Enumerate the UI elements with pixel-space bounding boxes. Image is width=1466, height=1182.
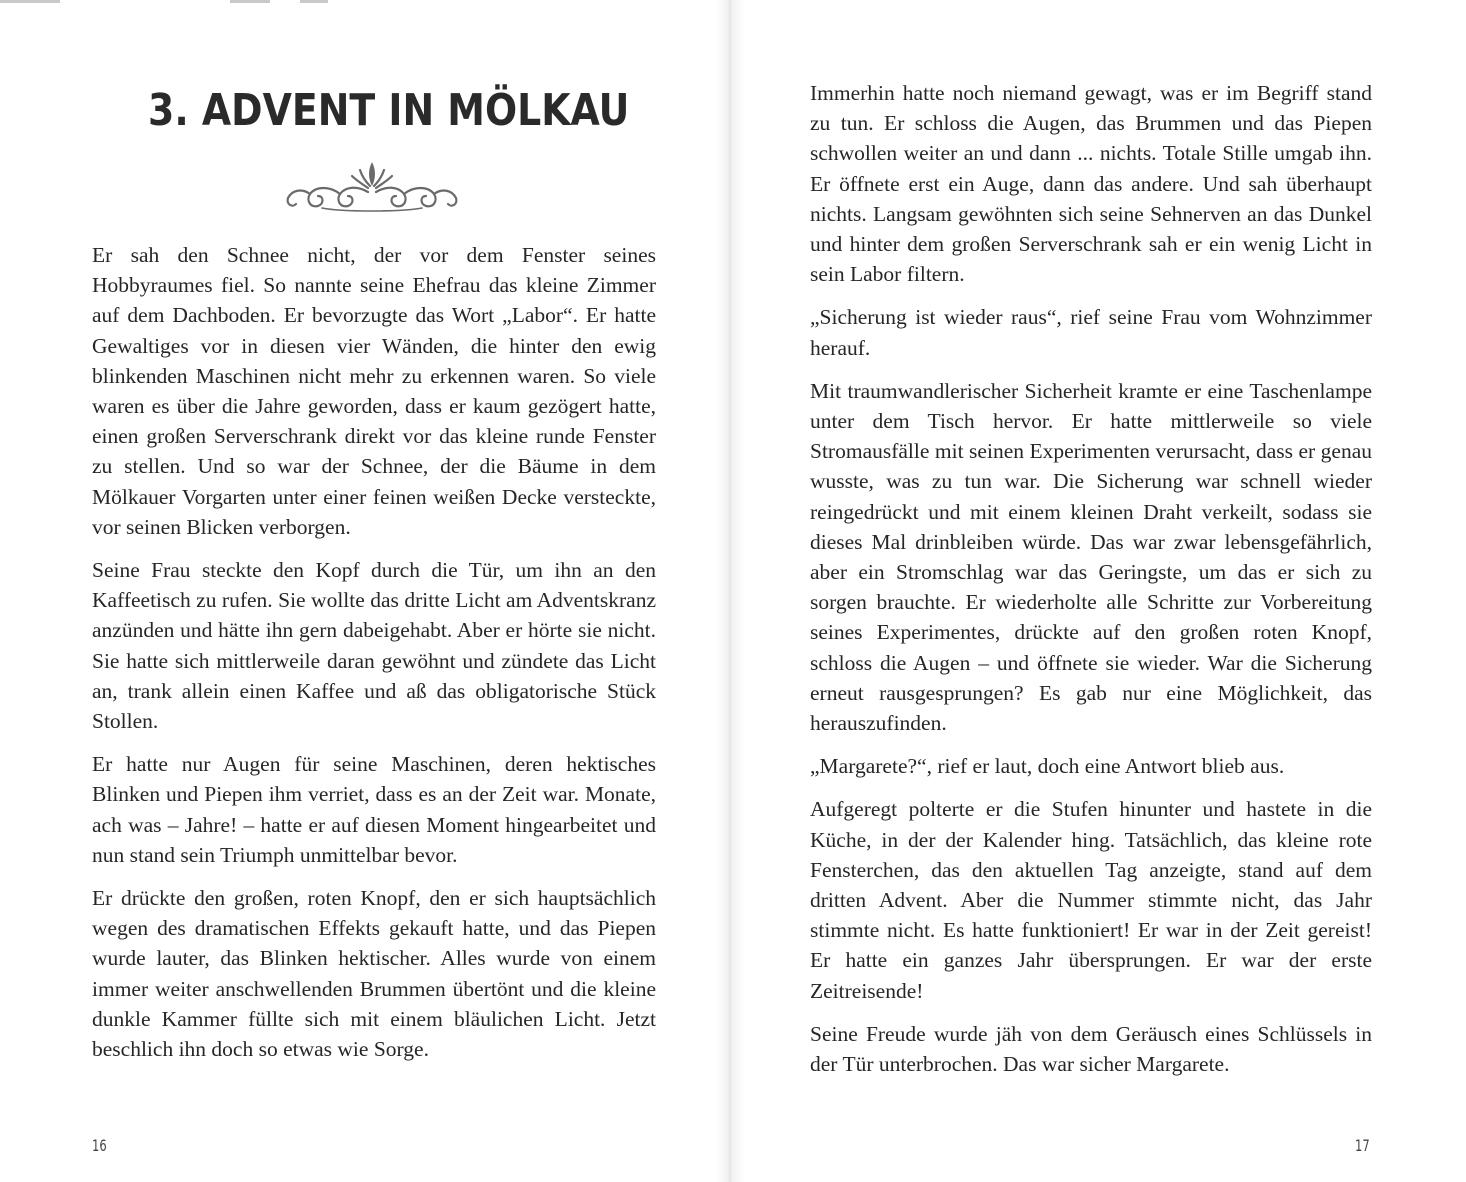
paragraph: Er hatte nur Augen für seine Maschinen, deren hektisches Blinken und Piepen ihm verriet, dass es an der Zeit war. Monate, ach was – Jahre! – hatte er auf diesen Moment hingearbeitet und nun stand sein Triumph unmittelbar bevor. (92, 752, 656, 867)
paragraph: „Sicherung ist wieder raus“, rief seine Frau vom Wohnzimmer herauf. (810, 305, 1372, 360)
paragraph: Mit traumwandlerischer Sicherheit kramte er eine Taschenlampe unter dem Tisch hervor. Er hatte mittlerweile so viele Stromausfälle mit seinen Experimenten verursacht, dass er genau wusste, was zu tun war. Die Sicherung war schnell wieder reingedrückt und mit einem kleinen Draht verkeilt, sodass sie dieses Mal drinbleiben würde. Das war zwar lebensgefährlich, aber ein Stromschlag war das Geringste, um das er sich zu sorgen brauchte. Er wiederholte alle Schritte zur Vorbereitung seines Experimentes, drückte auf den großen roten Knopf, schloss die Augen – und öffnete sie wieder. War die Sicherung erneut rausgesprungen? Es gab nur eine Möglichkeit, das herauszufinden. (810, 378, 1372, 736)
flourish-ornament-icon (282, 156, 462, 218)
left-page (0, 0, 729, 1182)
paragraph: „Margarete?“, rief er laut, doch eine Antwort blieb aus. (810, 754, 1285, 779)
right-page (729, 0, 1466, 1182)
paragraph: Seine Frau steckte den Kopf durch die Tür, um ihn an den Kaffeetisch zu rufen. Sie wollte das dritte Licht am Adventskranz anzünden und hätte ihn gern dabeigehabt. Aber er hörte sie nicht. Sie hatte sich mittlerweile daran gewöhnt und zündete das Licht an, trank allein einen Kaffee und aß das obligatorische Stück Stollen. (92, 558, 656, 734)
right-page-text (810, 78, 1372, 1092)
page-number: 17 (1355, 1136, 1370, 1155)
paragraph: Seine Freude wurde jäh von dem Geräusch eines Schlüssels in der Tür unterbrochen. Das war sicher Margarete. (810, 1021, 1372, 1077)
paragraph: Aufgeregt polterte er die Stufen hinunter und hastete in die Küche, in der der Kalender hing. Tatsächlich, das kleine rote Fensterchen, das den aktuellen Tag anzeigte, stand auf dem dritten Advent. Aber die Nummer stimmte nicht, das Jahr stimmte nicht. Es hatte funktioniert! Er war in der Zeit gereist! Er hatte ein ganzes Jahr übersprungen. Er war der erste Zeitreisende! (810, 797, 1372, 1003)
page-number: 16 (92, 1136, 107, 1155)
book-gutter (716, 0, 744, 1182)
paragraph: Er drückte den großen, roten Knopf, den er sich hauptsächlich wegen des dramatischen Effekts gekauft hatte, und das Piepen wurde lauter, das Blinken hektischer. Alles wurde von einem immer weiter anschwellenden Brummen übertönt und die kleine dunkle Kammer füllte sich mit einem bläulichen Licht. Jetzt beschlich ihn doch so etwas wie Sorge. (92, 886, 656, 1062)
chapter-title: 3. ADVENT IN MÖLKAU (148, 85, 630, 136)
paragraph: Er sah den Schnee nicht, der vor dem Fenster seines Hobbyraumes fiel. So nannte seine Ehefrau das kleine Zimmer auf dem Dachboden. Er bevorzugte das Wort „Labor“. Er hatte Gewaltiges vor in diesen vier Wänden, die hinter den ewig blinkenden Maschinen nicht mehr zu erkennen waren. So viele waren es über die Jahre geworden, dass er kaum gezögert hatte, einen großen Serverschrank direkt vor das kleine runde Fenster zu stellen. Und so war der Schnee, der die Bäume in dem Mölkauer Vorgarten unter einer feinen weißen Decke versteckte, vor seinen Blicken verborgen. (92, 243, 656, 539)
paragraph: Immerhin hatte noch niemand gewagt, was er im Begriff stand zu tun. Er schloss die Augen, das Brummen und das Piepen schwollen weiter an und dann ... nichts. Totale Stille umgab ihn. Er öffnete erst ein Auge, dann das andere. Und sah überhaupt nichts. Langsam gewöhnten sich seine Sehnerven an das Dunkel und hinter dem großen Serverschrank sah er ein wenig Licht in sein Labor filtern. (810, 81, 1372, 287)
left-page-text (92, 240, 656, 1077)
top-edge-marks (0, 0, 729, 6)
